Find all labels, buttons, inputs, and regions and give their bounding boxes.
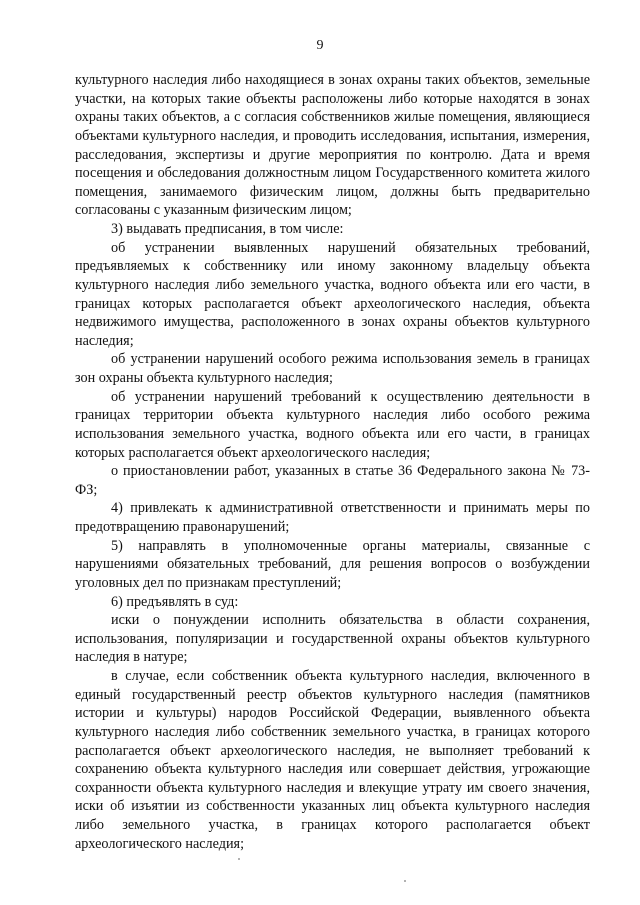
paragraph: 4) привлекать к административной ответственности и принимать меры по предотвращению правонарушений; xyxy=(75,500,590,535)
paragraph: о приостановлении работ, указанных в статье 36 Федерального закона № 73-ФЗ; xyxy=(75,463,590,498)
paragraph: в случае, если собственник объекта культурного наследия, включенного в единый государственный реестр объектов культурного наследия (памятников истории и культуры) народов Российской Федерации, выявленного объекта культурного наследия либо собственник земельного участка, в границах которого располагается объект археологического наследия, не выполняет требований к сохранению объекта культурного наследия или совершает действия, угрожающие сохранности объекта культурного наследия и влекущие утрату им своего значения, иски об изъятии из собственности указанных лиц объекта культурного наследия либо земельного участка, в границах которого располагается объект археологического наследия; xyxy=(75,668,590,852)
paragraph: 6) предъявлять в суд: xyxy=(111,593,239,610)
scan-speck xyxy=(404,880,406,882)
paragraph: культурного наследия либо находящиеся в зонах охраны таких объектов, земельные участки, на которых такие объекты расположены либо которые находятся в зонах охраны таких объектов, а с согласия собственников жилые помещения, являющиеся объектами культурного наследия, и проводить исследования, испытания, измерения, расследования, экспертизы и другие мероприятия по контролю. Дата и время посещения и обследования должностным лицом Государственного комитета жилого помещения, занимаемого физическим лицом, должны быть предварительно согласованы с указанным физическим лицом; xyxy=(75,72,590,219)
paragraph: об устранении выявленных нарушений обязательных требований, предъявляемых к собственнику или иному законному владельцу объекта культурного наследия либо земельного участка, водного объекта или его части, в границах которых располагается объект археологического наследия, объекта недвижимого имущества, расположенного в зонах охраны объектов культурного наследия; xyxy=(75,239,590,349)
body-text xyxy=(75,71,590,853)
page-number: 9 xyxy=(316,38,324,53)
paragraph: 3) выдавать предписания, в том числе: xyxy=(111,221,344,237)
paragraph: 5) направлять в уполномоченные органы материалы, связанные с нарушениями обязательных требований, для решения вопросов о возбуждении уголовных дел по признакам преступлений; xyxy=(75,537,590,591)
paragraph: об устранении нарушений особого режима использования земель в границах зон охраны объекта культурного наследия; xyxy=(75,351,590,386)
scan-speck xyxy=(238,858,240,860)
paragraph: иски о понуждении исполнить обязательства в области сохранения, использования, популяризации и государственной охраны объектов культурного наследия в натуре; xyxy=(75,612,590,666)
paragraph: об устранении нарушений требований к осуществлению деятельности в границах территории объекта культурного наследия либо особого режима использования земельного участка, водного объекта или его части, в границах которых располагается объект археологического наследия; xyxy=(75,388,590,461)
